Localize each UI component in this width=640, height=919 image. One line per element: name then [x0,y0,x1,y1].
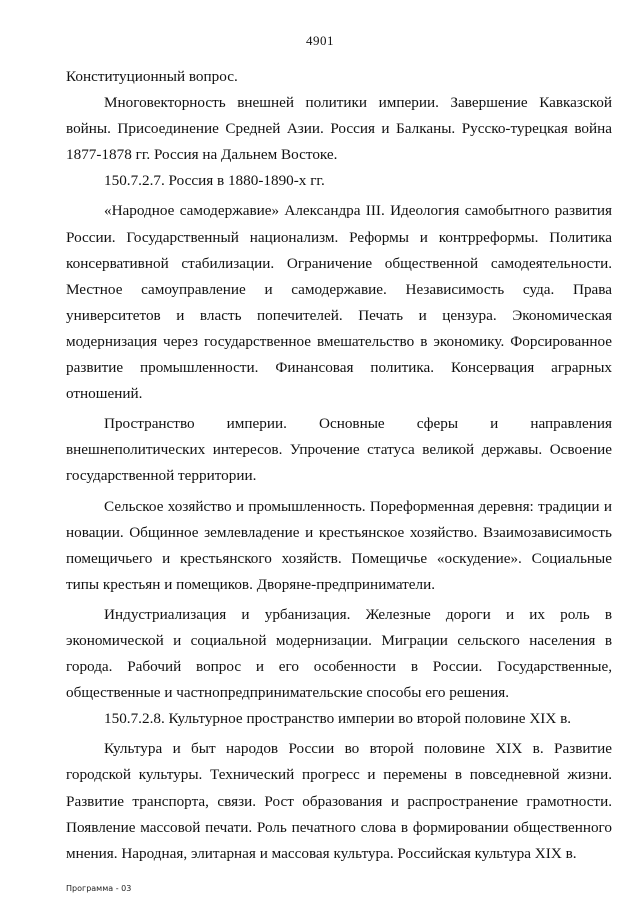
paragraph-culture: Культура и быт народов России во второй половине XIX в. Развитие городской культуры. Технический прогресс и перемены в повседневной жизни. Развитие транспорта, связи. Рост образования и распространение грамотности. Появление массовой печати. Роль печатного слова в формировании общественного мнения. Народная, элитарная и массовая культура. Российская культура XIX в. [66,740,612,862]
paragraph-alexander-iii: «Народное самодержавие» Александра III. Идеология самобытного развития России. Государственный национализм. Реформы и контрреформы. Политика консервативной стабилизации. Ограничение общественной самодеятельности. Местное самоуправление и самодержавие. Независимость суда. Права университетов и власть попечителей. Печать и цензура. Экономическая модернизация через государственное вмешательство в экономику. Форсированное развитие промышленности. Финансовая политика. Консервация аграрных отношений. [66,202,612,403]
document-body [66,64,612,867]
paragraph-constitutional-question: Конституционный вопрос. [66,68,238,85]
paragraph-foreign-policy: Многовекторность внешней политики империи. Завершение Кавказской войны. Присоединение Средней Азии. Россия и Балканы. Русско-турецкая война 1877-1878 гг. Россия на Дальнем Востоке. [66,94,612,164]
paragraph-industrialization: Индустриализация и урбанизация. Железные дороги и их роль в экономической и социальной модернизации. Миграции сельского населения в города. Рабочий вопрос и его особенности в России. Государственные, общественные и частнопредпринимательские способы его решения. [66,605,612,702]
section-heading-150-7-2-7: 150.7.2.7. Россия в 1880-1890-х гг. [104,172,325,190]
paragraph-empire-space: Пространство империи. Основные сферы и направления внешнеполитических интересов. Упрочение статуса великой державы. Освоение государственной территории. [66,415,612,485]
footer-label: Программа - 03 [66,884,132,893]
section-heading-150-7-2-8: 150.7.2.8. Культурное пространство империи во второй половине XIX в. [104,710,572,728]
paragraph-agriculture-industry: Сельское хозяйство и промышленность. Пореформенная деревня: традиции и новации. Общинное землевладение и крестьянское хозяйство. Взаимозависимость помещичьего и крестьянского хозяйств. Помещичье «оскудение». Социальные типы крестьян и помещиков. Дворяне-предприниматели. [66,497,612,593]
page-number: 4901 [306,33,334,48]
